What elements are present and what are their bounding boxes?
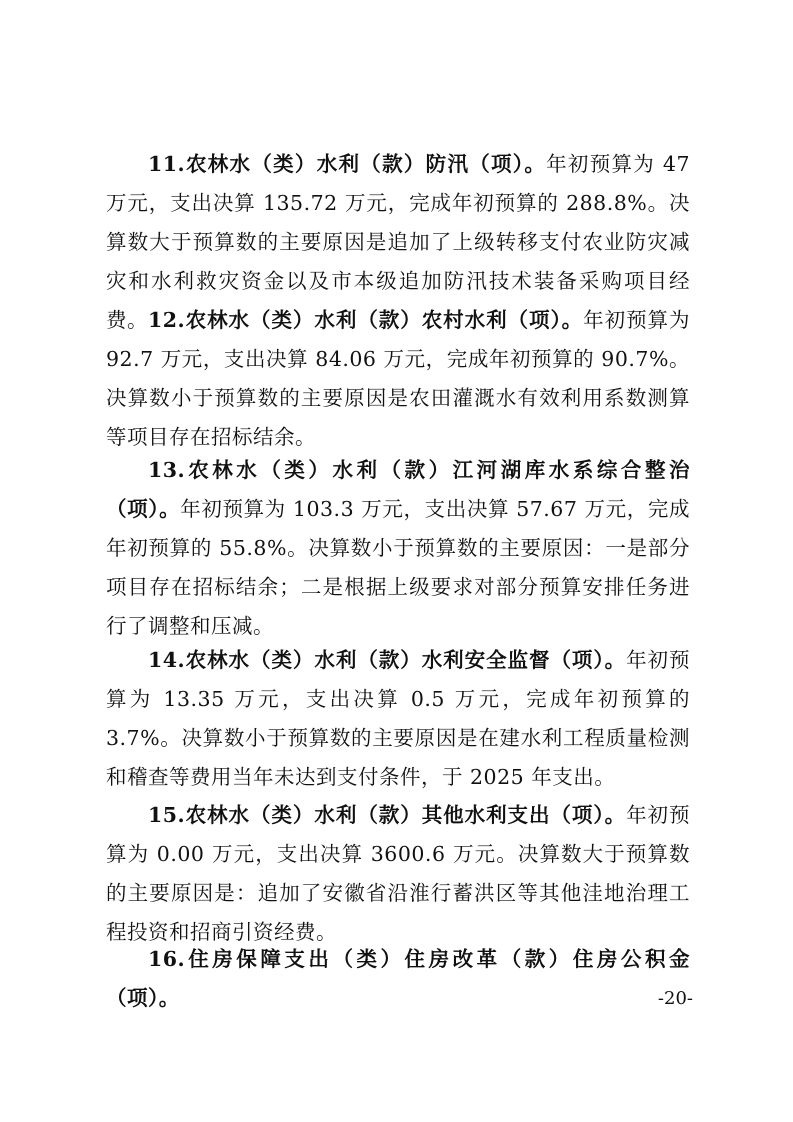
- item-heading: 11.农林水（类）水利（款）防汛（项）。: [148, 152, 547, 176]
- item-heading: 15.农林水（类）水利（款）其他水利支出（项）。: [148, 803, 627, 827]
- item-heading: 16.住房保障支出（类）住房改革（款）住房公积金（项）。: [106, 947, 690, 1010]
- item-heading: 13.农林水（类）水利（款）江河湖库水系综合整治（项）。: [106, 458, 690, 521]
- item-heading: 12.农林水（类）水利（款）农村水利（项）。: [148, 308, 584, 332]
- item-body: 年初预算为 103.3 万元，支出决算 57.67 万元，完成年初预算的 55.8%。决算数小于预算数的主要原因：一是部分项目存在招标结余；二是根据上级要求对部分预算安排任务进行了调整和压减。: [106, 497, 690, 638]
- paragraph-item-14: [106, 641, 690, 797]
- item-heading: 14.农林水（类）水利（款）水利安全监督（项）。: [148, 648, 627, 672]
- item-body: 年初预算为 0.00 万元，支出决算 3600.6 万元。决算数大于预算数的主要原因是：追加了安徽省沿淮行蓄洪区等其他洼地治理工程投资和招商引资经费。: [106, 803, 691, 944]
- item-body: 年初预算为 47 万元，支出决算 135.72 万元，完成年初预算的 288.8%。决算数大于预算数的主要原因是追加了上级转移支付农业防灾减灾和水利救灾资金以及市本级追加防汛技术装备采购项目经费。: [106, 152, 690, 332]
- page-number: -20-: [657, 988, 693, 1009]
- item-body: 年初预算为 13.35 万元，支出决算 0.5 万元，完成年初预算的 3.7%。决算数小于预算数的主要原因是在建水利工程质量检测和稽查等费用当年未达到支付条件，于 2025 年支出。: [106, 648, 691, 789]
- paragraph-item-15: [106, 796, 690, 952]
- paragraph-item-13: [106, 451, 690, 646]
- paragraph-item-16: [106, 940, 690, 1018]
- item-body: 年初预算为 92.7 万元，支出决算 84.06 万元，完成年初预算的 90.7%。决算数小于预算数的主要原因是农田灌溉水有效利用系数测算等项目存在招标结余。: [106, 308, 691, 449]
- paragraph-item-12: [106, 301, 690, 457]
